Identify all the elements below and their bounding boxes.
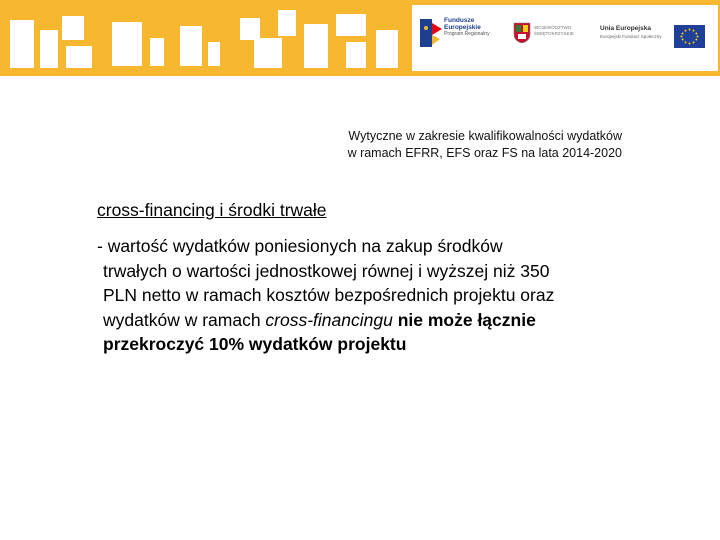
banner-shape (254, 38, 282, 68)
eu-flag-icon (674, 25, 705, 48)
banner-shape (208, 42, 220, 66)
banner-shape (336, 14, 366, 36)
body-line: trwałych o wartości jednostkowej równej i wyższej niż 350 (103, 260, 550, 281)
section-heading: cross-financing i środki trwałe (97, 200, 327, 220)
banner-shape (180, 26, 202, 66)
banner-shape (66, 46, 92, 68)
document-title-line: w ramach EFRR, EFS oraz FS na lata 2014-2020 (347, 146, 622, 160)
banner-shape (278, 10, 296, 36)
body-line: - wartość wydatków poniesionych na zakup środków (97, 236, 503, 256)
body-italic-term: cross-financingu (265, 309, 393, 330)
banner-shape (150, 38, 164, 66)
fundusze-europejskie-logo-icon (420, 19, 442, 47)
body-line (97, 332, 657, 357)
banner-shape (10, 20, 34, 68)
banner-shape (62, 16, 84, 40)
body-line: PLN netto w ramach kosztów bezpośrednich projektu oraz (103, 285, 555, 305)
banner-shape (346, 42, 366, 68)
body-line (97, 308, 657, 333)
region-crest-icon (513, 22, 531, 44)
unia-europejska-text: Unia Europejska Europejski Fundusz Społeczny (600, 25, 662, 39)
document-title-line: Wytyczne w zakresie kwalifikowalności wydatków (348, 129, 622, 143)
body-bold-text: przekroczyć 10% wydatków projektu (103, 334, 407, 354)
banner-shape (304, 24, 328, 68)
banner-shape (40, 30, 58, 68)
fundusze-europejskie-text: Fundusze Europejskie Program Regionalny (444, 17, 490, 37)
banner-shape (376, 30, 398, 68)
body-bold-text: nie może łącznie (392, 309, 536, 330)
region-name: WOJEWÓDZTWO ŚWIĘTOKRZYSKIE (534, 25, 574, 36)
banner-shape (240, 18, 260, 40)
logo-panel (412, 5, 718, 71)
section-body (97, 234, 657, 357)
banner-shape (112, 22, 142, 66)
body-text-fragment: wydatków w ramach (103, 309, 266, 330)
document-title (240, 128, 622, 162)
